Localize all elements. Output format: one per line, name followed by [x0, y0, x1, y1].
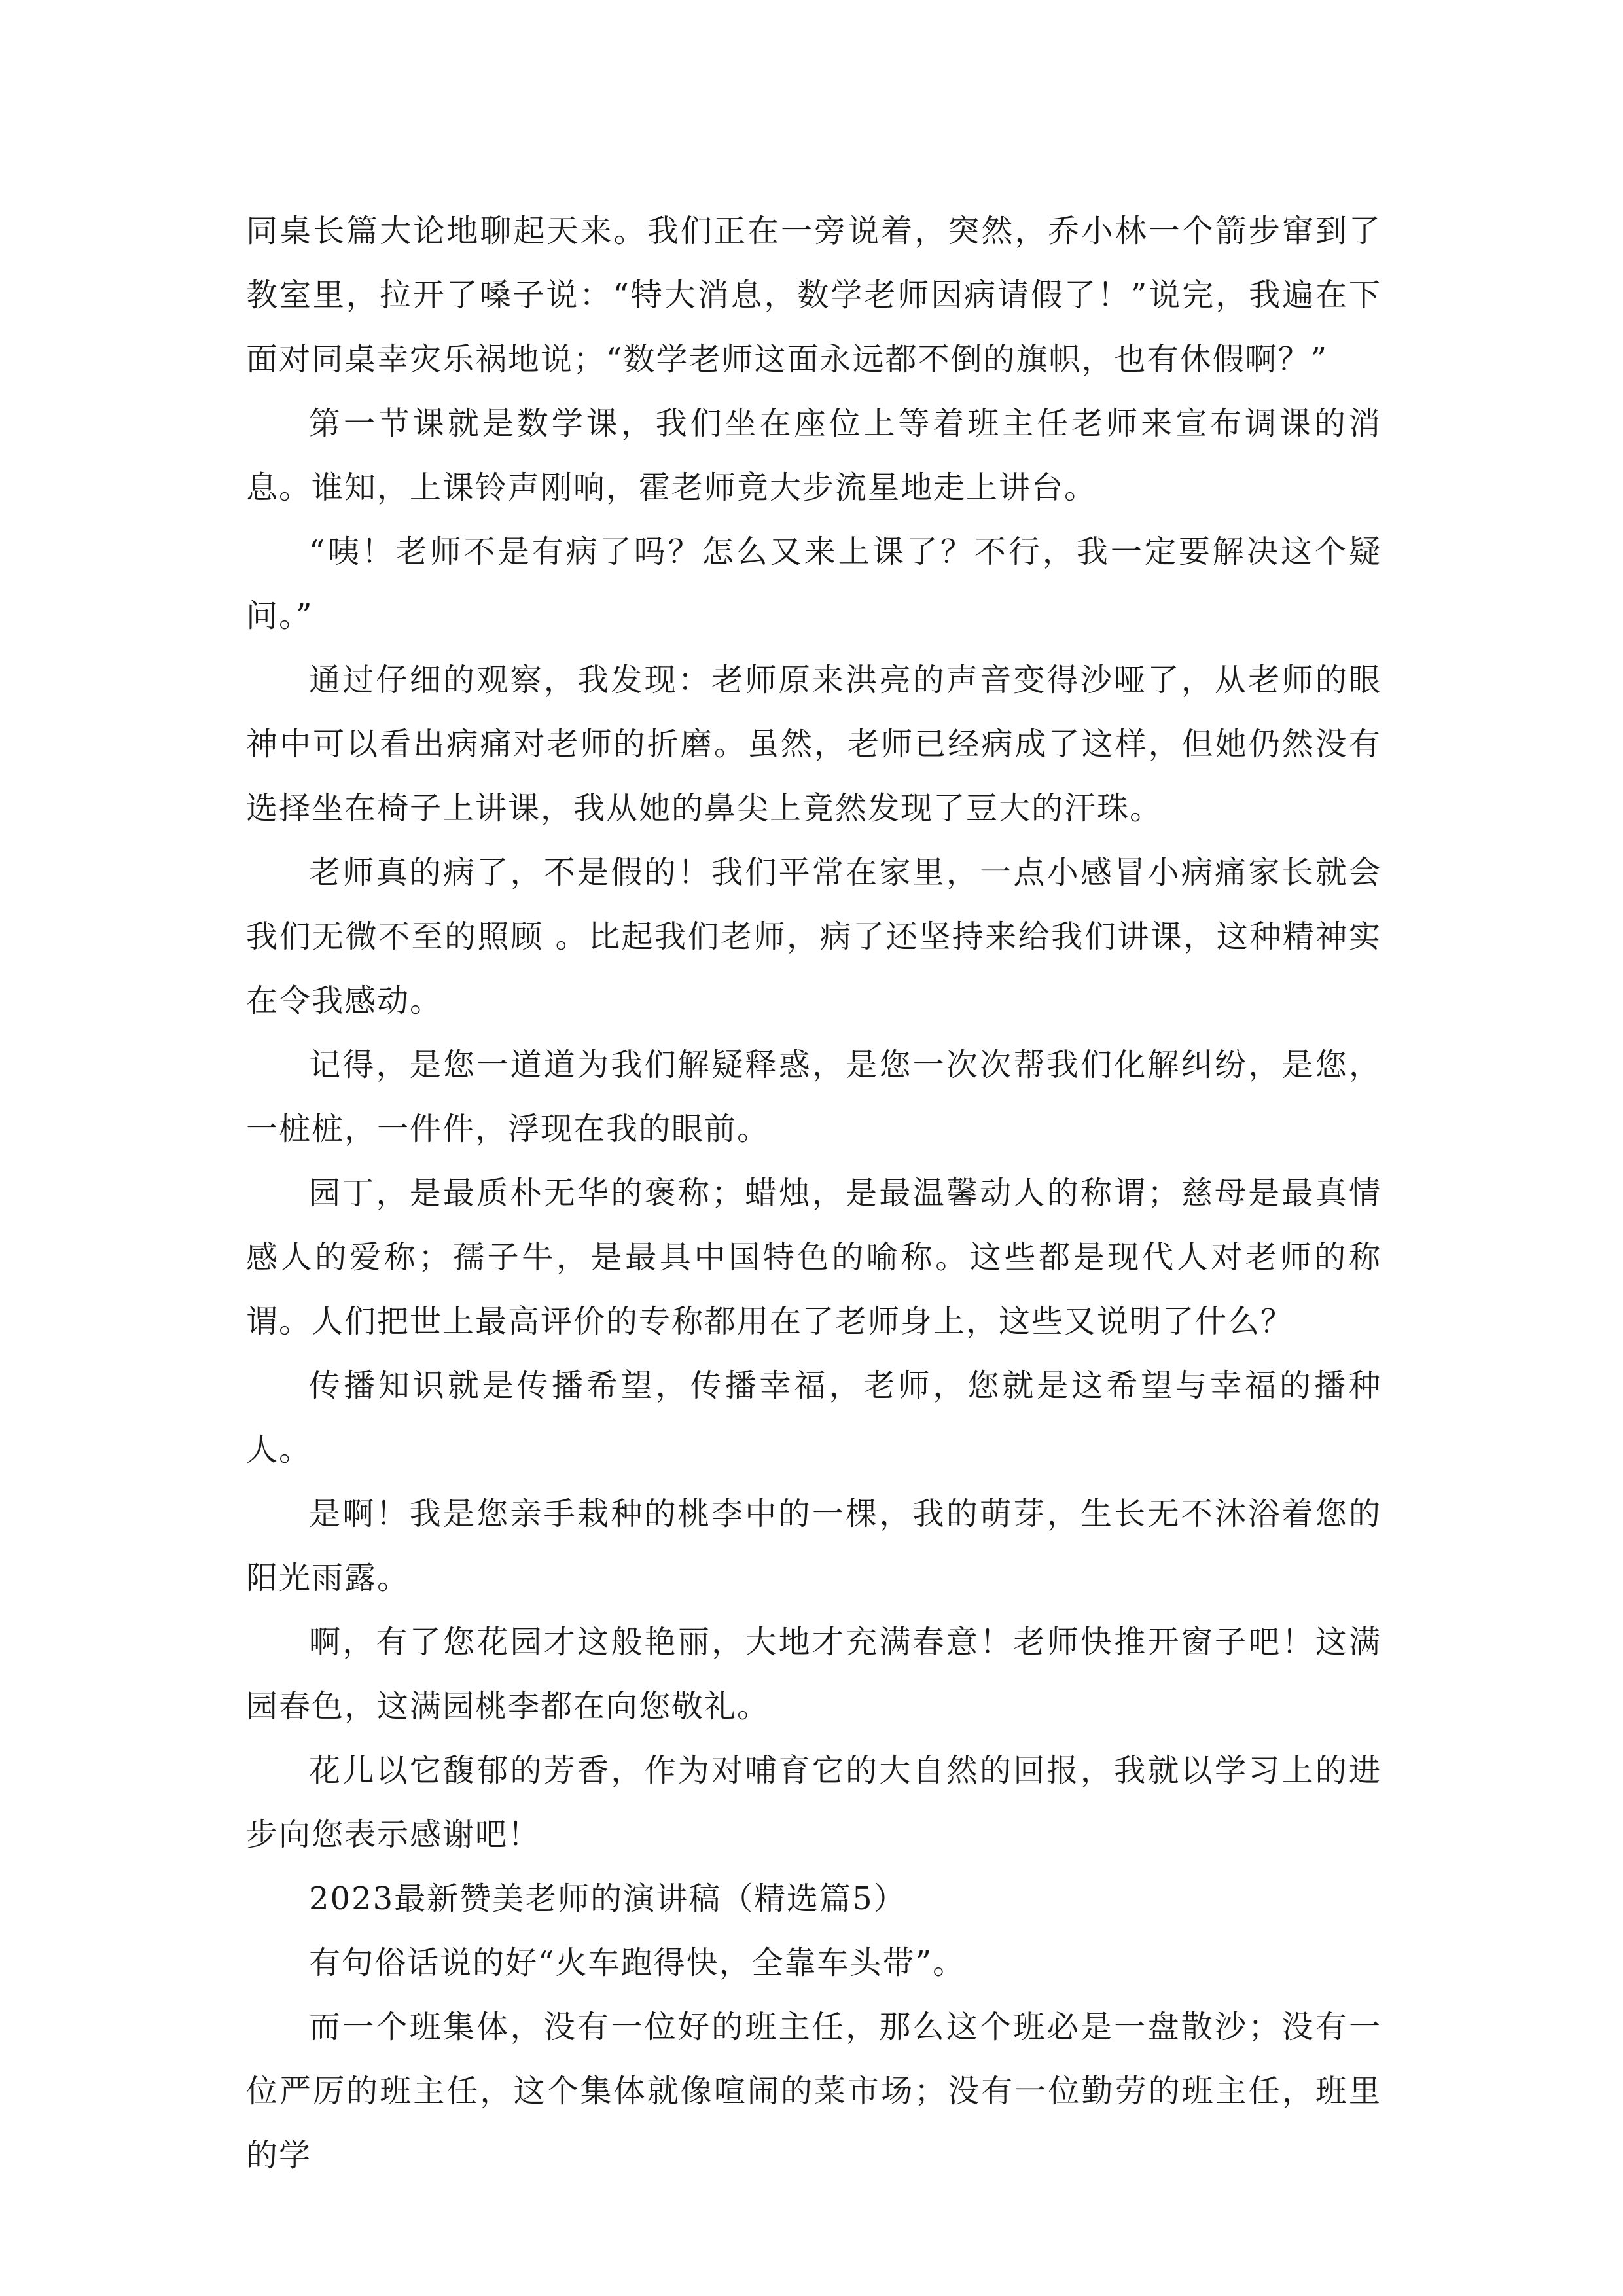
paragraph: 花儿以它馥郁的芳香，作为对哺育它的大自然的回报，我就以学习上的进步向您表示感谢吧！: [246, 1752, 1382, 1853]
paragraph: 是啊！我是您亲手栽种的桃李中的一棵，我的萌芽，生长无不沐浴着您的阳光雨露。: [246, 1496, 1382, 1596]
paragraph: 记得，是您一道道为我们解疑释惑，是您一次次帮我们化解纠纷，是您，一桩桩，一件件，浮现在我的眼前。: [246, 1047, 1382, 1147]
paragraph: 传播知识就是传播希望，传播幸福，老师，您就是这希望与幸福的播种人。: [246, 1367, 1382, 1468]
section-heading: 2023最新赞美老师的演讲稿（精选篇5）: [309, 1880, 906, 1917]
paragraph: 而一个班集体，没有一位好的班主任，那么这个班必是一盘散沙；没有一位严厉的班主任，这个集体就像喧闹的菜市场；没有一位勤劳的班主任，班里的学: [246, 2009, 1382, 2174]
paragraph-continued: 同桌长篇大论地聊起天来。我们正在一旁说着，突然，乔小林一个箭步窜到了教室里，拉开了嗓子说：“特大消息，数学老师因病请假了！”说完，我遍在下面对同桌幸灾乐祸地说；“数学老师这面永远都不倒的旗帜，也有休假啊？”: [246, 213, 1382, 378]
paragraph: 啊，有了您花园才这般艳丽，大地才充满春意！老师快推开窗子吧！这满园春色，这满园桃李都在向您敬礼。: [246, 1624, 1382, 1725]
paragraph: 通过仔细的观察，我发现：老师原来洪亮的声音变得沙哑了，从老师的眼神中可以看出病痛对老师的折磨。虽然，老师已经病成了这样，但她仍然没有选择坐在椅子上讲课，我从她的鼻尖上竟然发现了豆大的汗珠。: [246, 662, 1382, 827]
paragraph-quote: “咦！老师不是有病了吗？怎么又来上课了？不行，我一定要解决这个疑问。”: [246, 533, 1382, 634]
document-body: [246, 199, 1382, 2187]
paragraph: 老师真的病了，不是假的！我们平常在家里，一点小感冒小病痛家长就会我们无微不至的照顾 。比起我们老师，病了还坚持来给我们讲课，这种精神实在令我感动。: [246, 854, 1382, 1019]
paragraph: 有句俗话说的好“火车跑得快，全靠车头带”。: [309, 1945, 966, 1981]
paragraph: 第一节课就是数学课，我们坐在座位上等着班主任老师来宣布调课的消息。谁知，上课铃声刚响，霍老师竟大步流星地走上讲台。: [246, 405, 1382, 506]
paragraph: 园丁，是最质朴无华的褒称；蜡烛，是最温馨动人的称谓；慈母是最真情感人的爱称；孺子牛，是最具中国特色的喻称。这些都是现代人对老师的称谓。人们把世上最高评价的专称都用在了老师身上，这些又说明了什么？: [246, 1175, 1382, 1340]
